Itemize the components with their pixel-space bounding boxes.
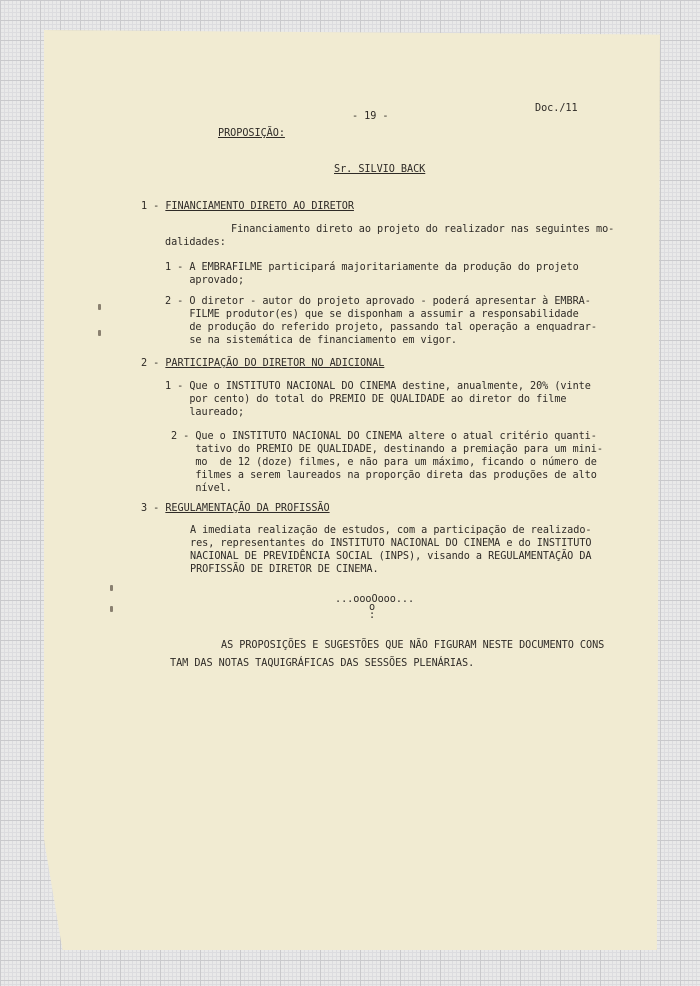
list-item-line: se na sistemática de financiamento em vigor. xyxy=(165,335,458,346)
list-item-line: 1 - Que o INSTITUTO NACIONAL DO CINEMA destine, anualmente, 20% (vinte xyxy=(165,381,591,392)
separator-ornament: ...oooOooo... xyxy=(335,594,415,605)
list-item-line: filmes a serem laureados na proporção direta das produções de alto xyxy=(171,470,597,481)
list-item-line: mo de 12 (doze) filmes, e não para um máximo, ficando o número de xyxy=(171,457,597,468)
separator-tail-2: : xyxy=(369,610,376,621)
section-title: 3 - REGULAMENTAÇÃO DA PROFISSÃO xyxy=(141,503,330,514)
closing-line: TAM DAS NOTAS TAQUIGRÁFICAS DAS SESSÕES PLENÁRIAS. xyxy=(170,658,475,669)
paper-mark xyxy=(98,304,101,310)
paper-mark xyxy=(110,606,113,612)
author-name: Sr. SILVIO BACK xyxy=(334,164,426,175)
list-item-line: de produção do referido projeto, passando tal operação a enquadrar- xyxy=(165,322,597,333)
document-reference: Doc./11 xyxy=(535,103,578,114)
list-item-line: 2 - Que o INSTITUTO NACIONAL DO CINEMA altere o atual critério quanti- xyxy=(171,431,597,442)
separator-tail-1: o xyxy=(369,602,376,613)
paragraph-line: A imediata realização de estudos, com a participação de realizado- xyxy=(190,525,592,536)
paragraph-line: PROFISSÃO DE DIRETOR DE CINEMA. xyxy=(190,564,379,575)
closing-line: AS PROPOSIÇÕES E SUGESTÕES QUE NÃO FIGURAM NESTE DOCUMENTO CONS xyxy=(221,640,605,651)
paper-mark xyxy=(110,585,113,591)
list-item-line: FILME produtor(es) que se disponham a assumir a responsabilidade xyxy=(165,309,579,320)
document-heading: PROPOSIÇÃO: xyxy=(218,128,285,139)
section-intro-line: Financiamento direto ao projeto do realizador nas seguintes mo- xyxy=(231,224,615,235)
list-item-line: aprovado; xyxy=(165,275,245,286)
paragraph-line: NACIONAL DE PREVIDÊNCIA SOCIAL (INPS), visando a REGULAMENTAÇÃO DA xyxy=(190,551,592,562)
list-item-line: laureado; xyxy=(165,407,245,418)
section-intro-line: dalidades: xyxy=(165,237,226,248)
list-item-line: 2 - O diretor - autor do projeto aprovado - poderá apresentar à EMBRA- xyxy=(165,296,591,307)
list-item-line: 1 - A EMBRAFILME participará majoritariamente da produção do projeto xyxy=(165,262,579,273)
page-number: - 19 - xyxy=(352,111,389,122)
list-item-line: tativo do PREMIO DE QUALIDADE, destinando a premiação para um mini- xyxy=(171,444,603,455)
list-item-line: por cento) do total do PREMIO DE QUALIDADE ao diretor do filme xyxy=(165,394,567,405)
paragraph-line: res, representantes do INSTITUTO NACIONAL DO CINEMA e do INSTITUTO xyxy=(190,538,592,549)
section-title: 2 - PARTICIPAÇÃO DO DIRETOR NO ADICIONAL xyxy=(141,358,385,369)
list-item-line: nível. xyxy=(171,483,232,494)
paper-mark xyxy=(98,330,101,336)
section-title: 1 - FINANCIAMENTO DIRETO AO DIRETOR xyxy=(141,201,354,212)
